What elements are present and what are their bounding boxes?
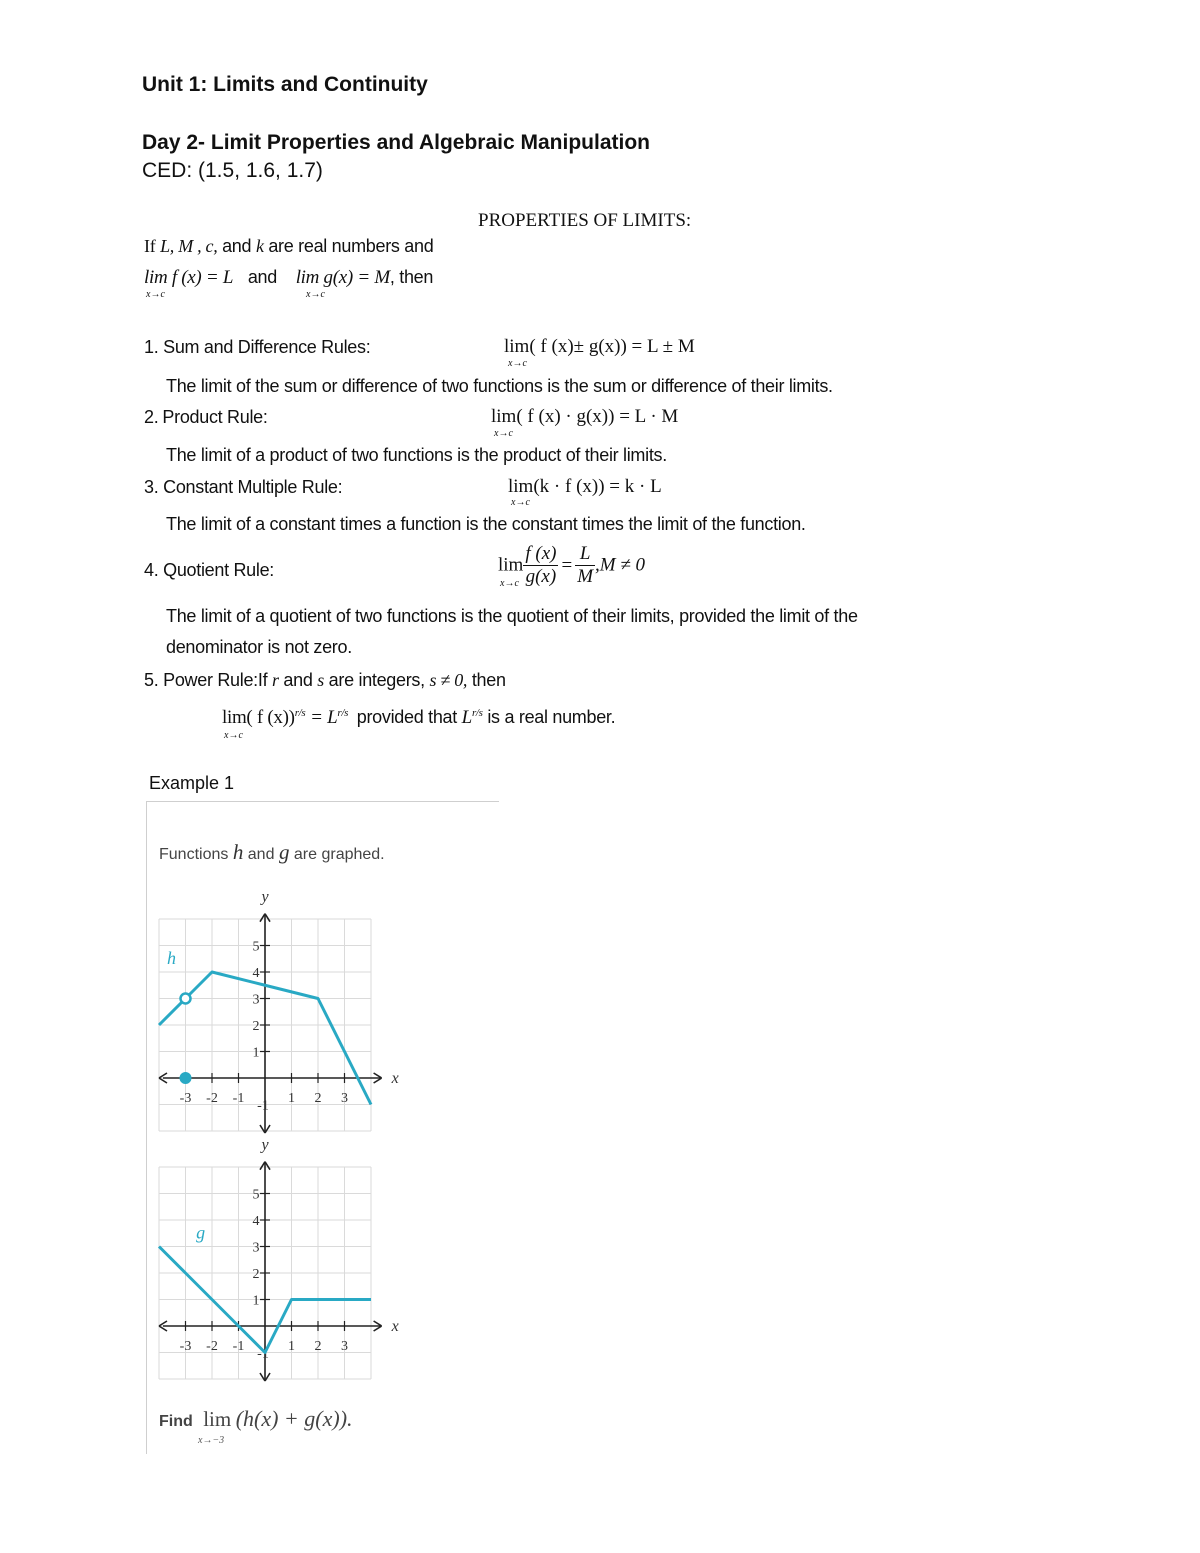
unit-title: Unit 1: Limits and Continuity — [142, 73, 428, 96]
h-closed-point — [181, 1073, 191, 1083]
rule-5-tail: is a real number. — [487, 707, 616, 727]
h-x-tick-label: 1 — [288, 1091, 295, 1106]
rule-3-label: Constant Multiple Rule: — [163, 477, 343, 497]
h-open-point — [181, 994, 191, 1004]
prompt-and: and — [247, 846, 275, 863]
rule-5-formula-line — [222, 707, 615, 729]
intro-rest: are real numbers and — [268, 236, 434, 256]
rule-4-description-2: denominator is not zero. — [166, 637, 352, 657]
rule-3-description: The limit of a constant times a function is the constant times the limit of the function. — [166, 514, 806, 534]
ced-line: CED: (1.5, 1.6, 1.7) — [142, 159, 323, 182]
rule-5-exp-3: r/s — [471, 707, 483, 719]
g-x-tick-label: -3 — [179, 1339, 192, 1354]
h-y-tick-label: -1 — [257, 1098, 269, 1114]
rule-4-formula — [498, 543, 645, 588]
given-then: , then — [389, 267, 434, 287]
given-line — [144, 267, 433, 289]
find-expr: (h(x) + g(x)). — [235, 1406, 353, 1431]
rule-5-and: and — [283, 670, 313, 690]
rule-5-cond: s ≠ 0, — [429, 670, 468, 690]
g-x-tick-label: -1 — [232, 1339, 245, 1354]
h-x-tick-label: -1 — [232, 1091, 245, 1106]
rule-1-description: The limit of the sum or difference of two functions is the sum or difference of their limits. — [166, 376, 833, 396]
rule-2-description: The limit of a product of two functions is the product of their limits. — [166, 445, 667, 465]
g-y-tick-label: 1 — [252, 1293, 260, 1309]
rule-2-formula: lim( f (x) · g(x)) = L · M — [491, 406, 679, 427]
graph-g — [150, 1133, 400, 1383]
g-y-axis-label: y — [261, 1136, 269, 1154]
rule-2-sub: x→c — [494, 428, 513, 439]
rule-5-provided-expr: L — [461, 707, 472, 728]
rule-2-number: 2. — [144, 407, 159, 427]
rule-5-r: r — [271, 670, 279, 690]
rule-5-then: then — [471, 670, 506, 690]
g-y-tick-label: 2 — [252, 1267, 260, 1282]
rule-4-num2: L — [575, 543, 595, 566]
day-title — [142, 131, 650, 155]
rule-4-number: 4. — [144, 560, 159, 580]
h-x-tick-label: 2 — [314, 1091, 322, 1106]
example-label: Example 1 — [149, 773, 235, 793]
prompt-pre: Functions — [159, 846, 229, 863]
rule-4-frac-2 — [575, 543, 595, 588]
rule-3-number: 3. — [144, 477, 159, 497]
intro-and: and — [222, 236, 252, 256]
rule-4-frac-1 — [523, 543, 558, 588]
given-f: lim f (x) = L — [144, 267, 234, 288]
g-x-tick-label: 3 — [341, 1339, 348, 1354]
properties-heading: PROPERTIES OF LIMITS: — [478, 210, 692, 231]
rule-2-name — [144, 407, 268, 428]
rule-4-lim: lim — [498, 554, 524, 576]
h-x-axis-label: x — [391, 1070, 399, 1087]
intro-if: If — [144, 236, 156, 256]
h-y-tick-label: 1 — [252, 1045, 260, 1061]
intro-line — [144, 236, 433, 257]
graph-h — [150, 885, 400, 1135]
g-y-tick-label: 4 — [252, 1214, 260, 1229]
example-prompt — [159, 840, 385, 865]
rule-1-formula: lim( f (x)± g(x)) = L ± M — [504, 336, 695, 357]
rule-5-are-integers: are integers, — [328, 670, 425, 690]
h-x-tick-label: 3 — [341, 1091, 348, 1106]
h-x-tick-label: -3 — [179, 1091, 192, 1106]
g-x-axis-label: x — [391, 1318, 399, 1335]
intro-vars: L, M , c, — [160, 236, 218, 256]
rule-3-sub: x→c — [511, 497, 530, 508]
g-function-label: g — [196, 1222, 206, 1243]
given-f-sub: x→c — [146, 289, 165, 300]
rule-4-cond: ,M ≠ 0 — [595, 554, 646, 576]
rule-5-formula: lim( f (x)) — [222, 707, 295, 728]
find-label: Find — [159, 1413, 193, 1430]
rule-5-name — [144, 670, 506, 691]
rule-1-name — [144, 337, 370, 358]
find-line — [159, 1406, 353, 1432]
rule-5-provided: provided that — [356, 707, 457, 727]
rule-4-label: Quotient Rule: — [163, 560, 274, 580]
h-x-tick-label: -2 — [206, 1091, 218, 1106]
h-y-tick-label: 5 — [252, 939, 260, 955]
g-y-tick-label: -1 — [257, 1346, 269, 1362]
h-y-tick-label: 2 — [252, 1019, 260, 1034]
rule-4-den: g(x) — [525, 566, 557, 587]
find-lim: lim — [203, 1407, 232, 1431]
rule-5-label: Power Rule:If — [163, 670, 268, 690]
rule-5-s: s — [317, 670, 324, 690]
g-x-tick-label: 2 — [314, 1339, 322, 1354]
h-y-tick-label: 4 — [252, 966, 260, 981]
rule-4-sub: x→c — [500, 578, 519, 589]
g-x-tick-label: 1 — [288, 1339, 295, 1354]
rule-2-label: Product Rule: — [162, 407, 268, 427]
prompt-h: h — [232, 840, 244, 864]
rule-1-label: Sum and Difference Rules: — [163, 337, 371, 357]
rule-4-den2: M — [577, 566, 594, 587]
given-g: lim g(x) = M — [295, 267, 390, 288]
rule-1-number: 1. — [144, 337, 159, 357]
prompt-g: g — [278, 840, 290, 864]
intro-k: k — [255, 236, 264, 256]
given-and: and — [247, 267, 277, 287]
h-y-axis-label: y — [261, 888, 269, 906]
rule-5-equals: = L — [310, 707, 338, 728]
find-sub: x→−3 — [198, 1435, 225, 1446]
g-y-tick-label: 5 — [252, 1187, 260, 1203]
g-y-tick-label: 3 — [252, 1240, 260, 1256]
rule-3-formula: lim(k · f (x)) = k · L — [508, 476, 662, 497]
prompt-post: are graphed. — [293, 846, 385, 863]
rule-5-exp: r/s — [294, 707, 306, 719]
rule-4-description-1: The limit of a quotient of two functions is the quotient of their limits, provided the limit of the — [166, 606, 858, 626]
rule-4-name — [144, 560, 274, 581]
rule-5-exp-2: r/s — [337, 707, 349, 719]
rule-5-number: 5. — [144, 670, 159, 690]
h-function-label: h — [166, 948, 176, 969]
rule-4-num: f (x) — [525, 543, 557, 564]
given-g-sub: x→c — [306, 289, 325, 300]
day-title-text: Day 2- Limit Properties and Algebraic Manipulation — [142, 131, 650, 154]
rule-5-sub: x→c — [224, 730, 243, 741]
rule-4-eq: = — [561, 554, 573, 576]
rule-1-sub: x→c — [508, 358, 527, 369]
rule-3-name — [144, 477, 342, 498]
g-x-tick-label: -2 — [206, 1339, 218, 1354]
h-y-tick-label: 3 — [252, 992, 260, 1008]
